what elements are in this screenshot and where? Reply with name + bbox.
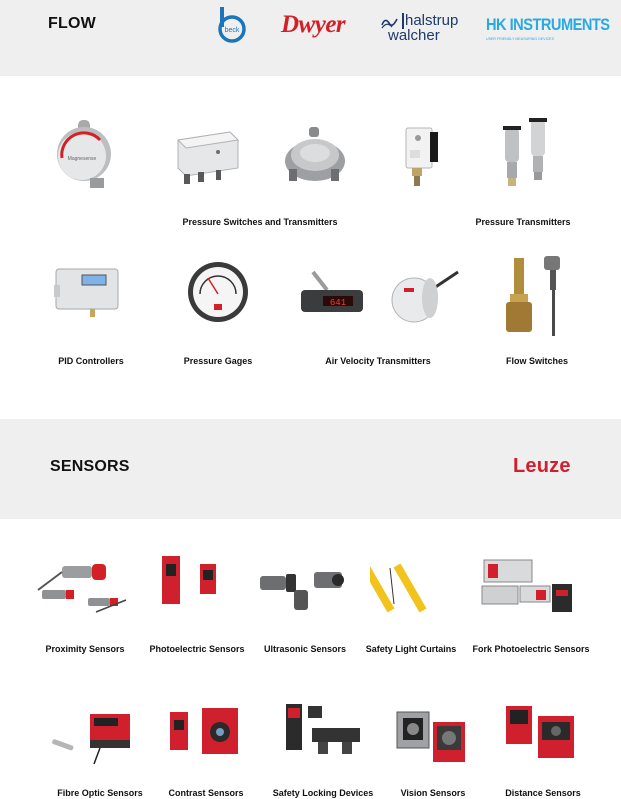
photoelectric-sensors-image[interactable] (160, 552, 224, 610)
hk-logo-tagline: USER FRIENDLY MEASURING DEVICES (486, 37, 554, 41)
svg-text:Magnesense: Magnesense (67, 156, 97, 162)
caption-air-velocity-transmitters[interactable]: Air Velocity Transmitters (325, 356, 431, 366)
safety-locking-devices-image[interactable] (284, 702, 364, 764)
proximity-sensors-image[interactable] (36, 560, 130, 622)
pressure-transmitters-image[interactable] (499, 116, 553, 190)
caption-safety-locking-devices[interactable]: Safety Locking Devices (272, 788, 374, 798)
hk-logo-text: HK INSTRUMENTS (486, 15, 610, 34)
caption-ultrasonic-sensors[interactable]: Ultrasonic Sensors (263, 644, 347, 654)
caption-pid-controllers[interactable]: PID Controllers (58, 356, 124, 366)
caption-safety-light-curtains[interactable]: Safety Light Curtains (365, 644, 457, 654)
hk-instruments-logo[interactable] (486, 15, 621, 41)
caption-vision-sensors[interactable]: Vision Sensors (400, 788, 466, 798)
differential-pressure-switch-image[interactable] (283, 125, 347, 187)
walcher-text: walcher (388, 27, 440, 44)
flow-switches-image[interactable] (500, 252, 578, 340)
caption-fork-photoelectric-sensors[interactable]: Fork Photoelectric Sensors (472, 644, 590, 654)
air-velocity-transmitter-probe-image[interactable] (297, 268, 367, 322)
ultrasonic-sensors-image[interactable] (258, 568, 344, 614)
contrast-sensors-image[interactable] (168, 706, 242, 764)
caption-fibre-optic-sensors[interactable]: Fibre Optic Sensors (57, 788, 143, 798)
pressure-switch-box-image[interactable] (172, 128, 242, 188)
dwyer-logo[interactable] (281, 11, 345, 39)
caption-pressure-switches-transmitters[interactable]: Pressure Switches and Transmitters (182, 217, 338, 227)
flow-section-title: FLOW (48, 15, 96, 32)
pid-controller-image[interactable] (52, 265, 122, 321)
distance-sensors-image[interactable] (504, 704, 578, 762)
dwyer-logo-text: Dwyer (281, 11, 346, 38)
vision-sensors-image[interactable] (395, 710, 469, 768)
beck-logo[interactable] (216, 6, 248, 44)
caption-distance-sensors[interactable]: Distance Sensors (505, 788, 581, 798)
sensors-section-title: SENSORS (50, 458, 130, 475)
pressure-switch-white-image[interactable] (398, 124, 442, 190)
safety-light-curtains-image[interactable] (370, 560, 442, 616)
caption-proximity-sensors[interactable]: Proximity Sensors (45, 644, 125, 654)
caption-pressure-gages[interactable]: Pressure Gages (183, 356, 253, 366)
caption-contrast-sensors[interactable]: Contrast Sensors (168, 788, 244, 798)
pressure-gage-image[interactable] (186, 260, 250, 326)
fork-photoelectric-sensors-image[interactable] (480, 556, 576, 616)
air-velocity-display-value: 641 (329, 298, 347, 308)
pressure-transmitter-round-image[interactable] (54, 118, 114, 190)
caption-flow-switches[interactable]: Flow Switches (505, 356, 569, 366)
caption-pressure-transmitters[interactable]: Pressure Transmitters (475, 217, 571, 227)
halstrup-text: halstrup (405, 12, 459, 29)
leuze-logo[interactable]: Leuze (513, 455, 571, 477)
beck-logo-text: beck (224, 27, 240, 34)
fibre-optic-sensors-image[interactable] (50, 710, 136, 766)
air-velocity-transmitter-round-image[interactable] (390, 268, 462, 328)
caption-photoelectric-sensors[interactable]: Photoelectric Sensors (149, 644, 245, 654)
